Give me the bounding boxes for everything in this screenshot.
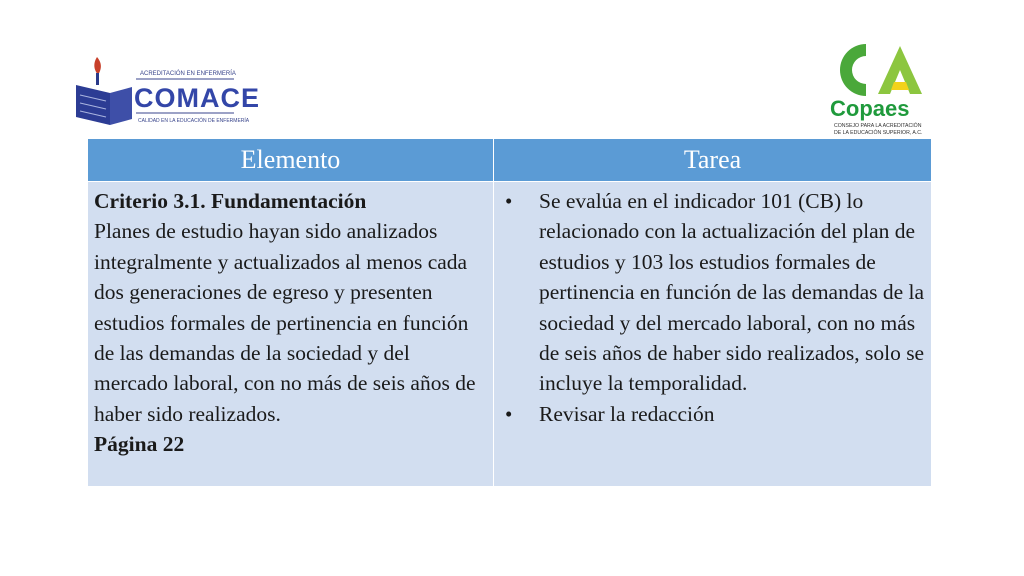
header-tarea: Tarea — [494, 139, 932, 182]
element-cell — [88, 182, 494, 487]
table-row — [88, 182, 932, 487]
copaes-caption-1: CONSEJO PARA LA ACREDITACIÓN — [834, 123, 922, 129]
comace-bottom-text: CALIDAD EN LA EDUCACIÓN DE ENFERMERÍA — [138, 118, 250, 124]
comace-logo — [70, 45, 260, 133]
criterion-title: Criterio 3.1. Fundamentación — [94, 189, 367, 213]
copaes-wordmark: Copaes — [830, 96, 910, 121]
comace-wordmark: COMACE — [134, 83, 260, 113]
header-elemento: Elemento — [88, 139, 494, 182]
task-list — [500, 186, 925, 429]
list-item: • Se evalúa en el indicador 101 (CB) lo relacionado con la actualización del plan de estudios y 103 los estudios formales de pertinencia en función de las demandas de la sociedad y del mercado laboral, con no más de seis años de haber sido realizados, solo se incluye la temporalidad. — [531, 186, 925, 399]
list-item: • Revisar la redacción — [531, 399, 925, 429]
copaes-logo — [826, 36, 948, 140]
criterion-description: Planes de estudio hayan sido analizados integralmente y actualizados al menos cada dos generaciones de egreso y presenten estudios formales de pertinencia en función de las demandas de la sociedad y del mercado laboral, con no más de seis años de haber sido realizados. — [94, 219, 476, 426]
task-cell — [494, 182, 932, 487]
criteria-table — [87, 138, 932, 487]
page-reference: Página 22 — [94, 432, 185, 457]
copaes-caption-2: DE LA EDUCACIÓN SUPERIOR, A.C. — [834, 130, 923, 136]
table-header-row — [88, 139, 932, 182]
comace-top-text: ACREDITACIÓN EN ENFERMERÍA — [140, 71, 236, 77]
